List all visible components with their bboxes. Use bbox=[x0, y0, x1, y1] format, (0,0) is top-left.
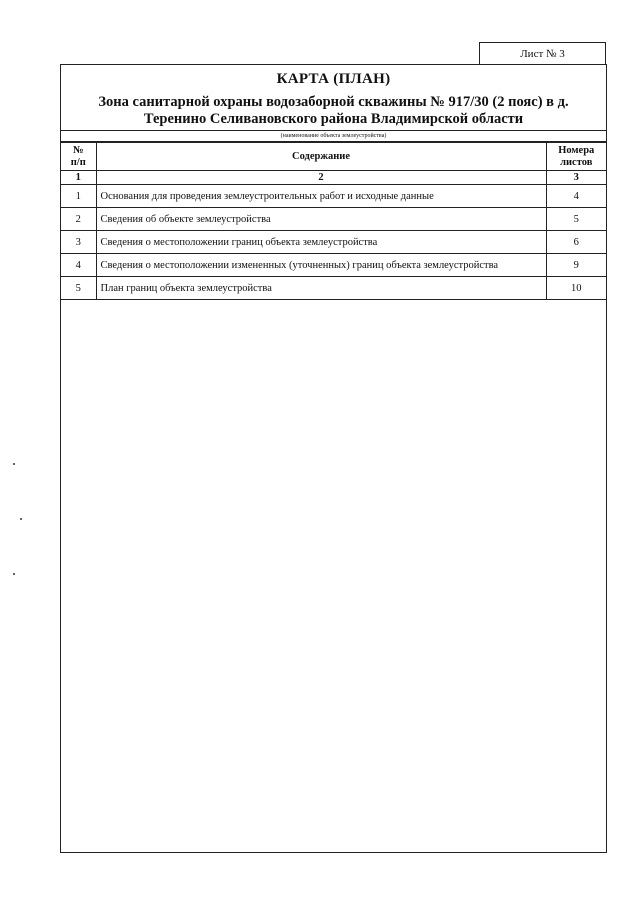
sheet-number-box bbox=[479, 42, 606, 64]
contents-table bbox=[61, 142, 606, 300]
header-pages: Номера листов bbox=[546, 143, 606, 171]
document-subtitle bbox=[61, 94, 606, 128]
row-content: Сведения о местоположении границ объекта землеустройства bbox=[96, 231, 546, 254]
row-pages: 5 bbox=[546, 208, 606, 231]
column-number: 2 bbox=[96, 171, 546, 185]
row-pages: 9 bbox=[546, 254, 606, 277]
row-num: 2 bbox=[61, 208, 96, 231]
table-row bbox=[61, 231, 606, 254]
row-num: 4 bbox=[61, 254, 96, 277]
subtitle-line-1: Зона санитарной охраны водозаборной скважины № 917/30 (2 пояс) в д. bbox=[98, 94, 569, 110]
row-content: План границ объекта землеустройства bbox=[96, 277, 546, 300]
table-row bbox=[61, 185, 606, 208]
object-name-caption: (наименование объекта землеустройства) bbox=[61, 130, 606, 142]
document-title: КАРТА (ПЛАН) bbox=[276, 71, 391, 87]
row-content: Сведения об объекте землеустройства bbox=[96, 208, 546, 231]
column-number: 1 bbox=[61, 171, 96, 185]
row-content: Сведения о местоположении измененных (уточненных) границ объекта землеустройства bbox=[96, 254, 546, 277]
row-pages: 6 bbox=[546, 231, 606, 254]
header-content: Содержание bbox=[96, 143, 546, 171]
table-row bbox=[61, 277, 606, 300]
table-row bbox=[61, 254, 606, 277]
scan-speck bbox=[13, 573, 15, 575]
scan-speck bbox=[20, 518, 22, 520]
document-header bbox=[61, 65, 606, 128]
table-row bbox=[61, 208, 606, 231]
row-num: 1 bbox=[61, 185, 96, 208]
subtitle-line-2: Теренино Селивановского района Владимирской области bbox=[143, 111, 524, 127]
scan-speck bbox=[13, 463, 15, 465]
table-header-row bbox=[61, 143, 606, 171]
row-pages: 10 bbox=[546, 277, 606, 300]
document-frame bbox=[60, 64, 607, 853]
sheet-number-label: Лист № 3 bbox=[520, 48, 565, 60]
column-number-row bbox=[61, 171, 606, 185]
row-num: 3 bbox=[61, 231, 96, 254]
row-num: 5 bbox=[61, 277, 96, 300]
row-content: Основания для проведения землеустроительных работ и исходные данные bbox=[96, 185, 546, 208]
column-number: 3 bbox=[546, 171, 606, 185]
header-num: № п/п bbox=[61, 143, 96, 171]
row-pages: 4 bbox=[546, 185, 606, 208]
